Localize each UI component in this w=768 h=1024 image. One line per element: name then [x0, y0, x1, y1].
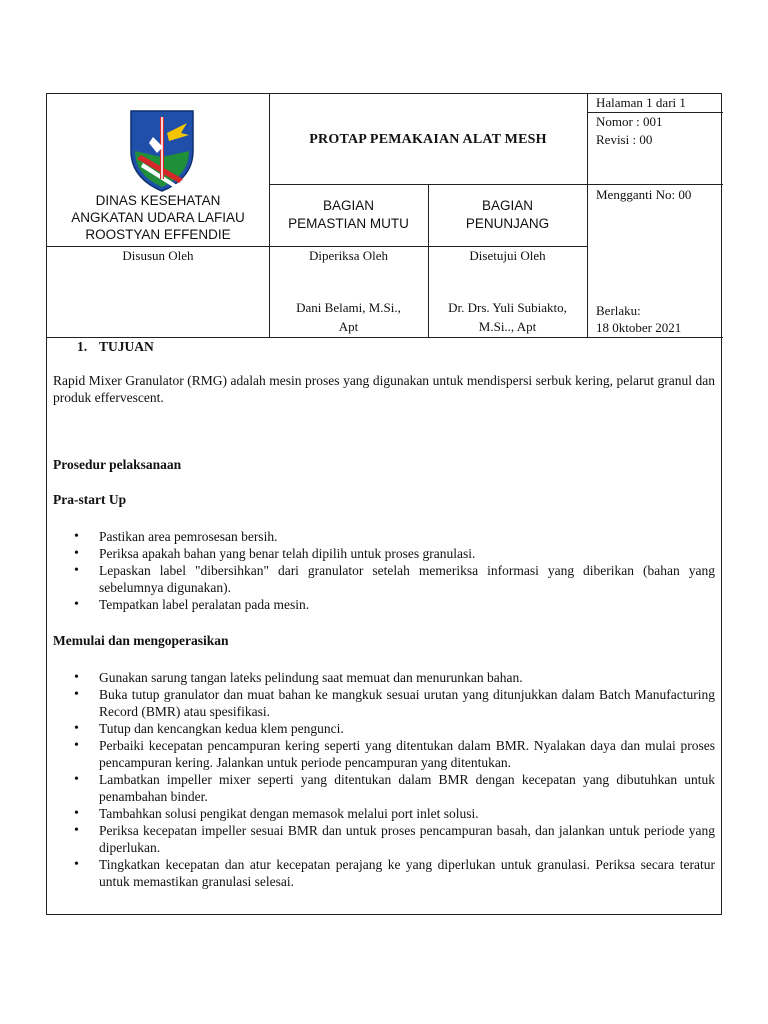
effective-date: 18 0ktober 2021 [596, 320, 682, 335]
list-item: • Pastikan area pemrosesan bersih. [53, 528, 715, 545]
department-line: BAGIAN [481, 198, 533, 213]
checker-name [269, 298, 428, 336]
agency-line: DINAS KESEHATAN [95, 193, 221, 208]
document-number: Nomor : 001 [596, 114, 663, 129]
intro-paragraph: Rapid Mixer Granulator (RMG) adalah mesin proses yang digunakan untuk mendispersi serbuk kering, pelarut granul dan produk effervescent. [53, 373, 715, 405]
prestart-list [53, 528, 715, 613]
department-support [428, 197, 587, 233]
department-quality-assurance [269, 197, 428, 233]
list-item: • Lambatkan impeller mixer seperti yang ditentukan dalam BMR dengan kecepatan yang dibutuhkan untuk penambahan binder. [53, 771, 715, 805]
revision-number: Revisi : 00 [596, 132, 653, 147]
checker-name-line: Apt [338, 319, 359, 334]
department-line: PENUNJANG [465, 216, 550, 231]
section-heading [77, 338, 715, 355]
shield-logo-icon [127, 107, 197, 193]
list-item: • Tambahkan solusi pengikat dengan memasok melalui port inlet solusi. [53, 805, 715, 822]
agency-name [47, 192, 269, 243]
approved-by-label: Disetujui Oleh [469, 248, 546, 263]
replaces-number: Mengganti No: 00 [596, 187, 692, 202]
prestart-heading: Pra-start Up [53, 492, 127, 507]
list-item: • Periksa kecepatan impeller sesuai BMR dan untuk proses pencampuran basah, dan jalankan untuk periode yang diperlukan. [53, 822, 715, 856]
list-item: • Periksa apakah bahan yang benar telah dipilih untuk proses granulasi. [53, 545, 715, 562]
list-item: • Tempatkan label peralatan pada mesin. [53, 596, 715, 613]
operate-list [53, 669, 715, 890]
prepared-by-label: Disusun Oleh [122, 248, 194, 263]
list-item: • Tutup dan kencangkan kedua klem pengunci. [53, 720, 715, 737]
section-title: TUJUAN [99, 339, 154, 354]
department-line: PEMASTIAN MUTU [288, 216, 409, 231]
department-line: BAGIAN [322, 198, 374, 213]
approver-name-line: M.Si.., Apt [478, 319, 537, 334]
approver-name-line: Dr. Drs. Yuli Subiakto, [448, 300, 567, 315]
agency-line: ANGKATAN UDARA LAFIAU [71, 210, 245, 225]
approver-name [428, 298, 587, 336]
document-frame [46, 93, 722, 915]
divider [587, 94, 588, 338]
procedure-heading: Prosedur pelaksanaan [53, 457, 182, 472]
agency-line: ROOSTYAN EFFENDIE [85, 227, 231, 242]
list-item: • Lepaskan label "dibersihkan" dari granulator setelah memeriksa informasi yang diberikan (bahan yang sebelumnya digunakan). [53, 562, 715, 596]
page-indicator: Halaman 1 dari 1 [596, 95, 686, 110]
divider [269, 184, 723, 185]
section-number: 1. [77, 339, 88, 354]
list-item: • Buka tutup granulator dan muat bahan ke mangkuk sesuai urutan yang ditunjukkan dalam Batch Manufacturing Record (BMR) atau spesifikasi. [53, 686, 715, 720]
operate-heading: Memulai dan mengoperasikan [53, 633, 229, 648]
list-item: • Gunakan sarung tangan lateks pelindung saat memuat dan menurunkan bahan. [53, 669, 715, 686]
document-title: PROTAP PEMAKAIAN ALAT MESH [309, 132, 547, 147]
document-body [53, 338, 715, 890]
list-item: • Tingkatkan kecepatan dan atur kecepatan perajang ke yang diperlukan untuk granulasi. Periksa secara teratur untuk memastikan granulasi selesai. [53, 856, 715, 890]
list-item: • Perbaiki kecepatan pencampuran kering seperti yang ditentukan dalam BMR. Nyalakan daya dan mulai proses pencampuran kering. Jalankan untuk periode pencampuran yang ditentukan. [53, 737, 715, 771]
checked-by-label: Diperiksa Oleh [308, 248, 389, 263]
checker-name-line: Dani Belami, M.Si., [296, 300, 401, 315]
effective-label: Berlaku: [596, 303, 641, 318]
